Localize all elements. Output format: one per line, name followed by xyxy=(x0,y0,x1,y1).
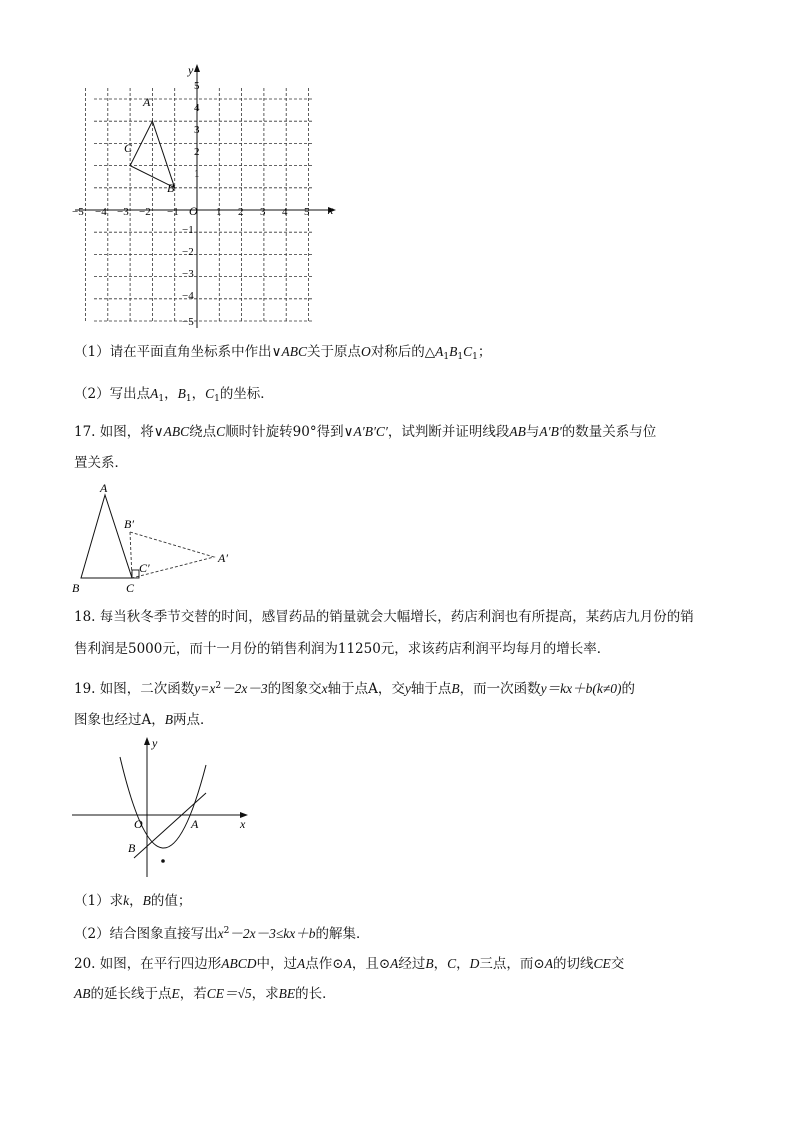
q18-line2: 售利润是5000元，而十一月份的销售利润为11250元，求该药店利润平均每月的增长率． xyxy=(74,641,611,657)
y-axis-label: y xyxy=(188,63,194,77)
x-tick: 3 xyxy=(260,206,266,218)
label-a: A xyxy=(100,481,108,495)
coordinate-grid-figure xyxy=(70,60,350,335)
triangle-abc-solid xyxy=(81,495,132,578)
q17-line2: 置关系． xyxy=(74,455,128,471)
x-tick: 5 xyxy=(304,206,310,218)
q18-line1: 18. 每当秋冬季节交替的时间，感冒药品的销量就会大幅增长，药店利润也有所提高，某药店九月份的销 xyxy=(74,609,694,625)
q20-line1: 20. 如图，在平行四边形ABCD中，过A点作⊙A，且⊙A经过B，C，D三点，而⊙A的切线CE交 xyxy=(74,956,625,972)
vertex-dot xyxy=(161,859,165,863)
y-tick: 3 xyxy=(194,124,200,136)
label-c: C xyxy=(126,581,135,595)
point-b-label: B xyxy=(167,181,175,195)
label-o: O xyxy=(134,817,143,831)
x-tick: −4 xyxy=(95,206,107,218)
y-tick: 2 xyxy=(194,146,200,158)
y-tick: −2 xyxy=(182,246,194,258)
y-tick: −4 xyxy=(182,290,194,302)
point-a-label: A xyxy=(143,95,151,109)
label-y: y xyxy=(152,736,158,750)
x-tick: −1 xyxy=(167,206,179,218)
label-a-prime: A′ xyxy=(218,551,228,565)
q16-part2: （2）写出点$A_1$，$B_1$，$C_1$的坐标． xyxy=(74,386,274,404)
q19-part1: （1）求k，B的值； xyxy=(74,893,192,909)
parabola-curve xyxy=(120,757,206,848)
label-x: x xyxy=(240,817,246,831)
label-b: B xyxy=(128,841,136,855)
rotation-figure xyxy=(68,480,248,600)
y-tick: −5 xyxy=(182,316,194,328)
label-b-prime: B′ xyxy=(124,517,134,531)
point-c-label: C xyxy=(124,141,133,155)
q20-line2: AB的延长线于点E，若CE＝√5，求BE的长． xyxy=(74,986,336,1002)
x-tick: −2 xyxy=(139,206,151,218)
y-tick: 5 xyxy=(194,80,200,92)
q17-line1: 17. 如图，将∨ABC绕点C顺时针旋转90°得到∨A′B′C′，试判断并证明线段AB与A′B′的数量关系与位 xyxy=(74,424,657,440)
label-a: A xyxy=(191,817,199,831)
y-axis-arrow xyxy=(144,737,150,745)
y-tick: −3 xyxy=(182,268,194,280)
x-axis-label: x xyxy=(328,203,334,217)
x-tick: −5 xyxy=(72,206,84,218)
x-tick: 4 xyxy=(282,206,288,218)
q19-part2: （2）结合图象直接写出$x^2-2x-3\le kx+b$的解集． xyxy=(74,926,370,942)
y-tick: 4 xyxy=(194,102,200,114)
x-tick: 2 xyxy=(238,206,244,218)
q19-line2: 图象也经过A，B两点． xyxy=(74,712,214,728)
q19-line1: 19. 如图，二次函数$y=x^2-2x-3$的图象交x轴于点A，交y轴于点B，而一次函数y＝kx＋b(k≠0)的 xyxy=(74,681,635,697)
x-tick: 1 xyxy=(216,206,222,218)
label-c-prime: C′ xyxy=(139,561,150,575)
origin-label: O xyxy=(189,204,198,218)
label-b: B xyxy=(72,581,80,595)
y-tick: 1 xyxy=(194,168,200,180)
parabola-figure xyxy=(68,735,258,880)
y-tick: −1 xyxy=(182,224,194,236)
y-axis-arrow xyxy=(194,64,200,72)
dashed-grid xyxy=(86,88,313,321)
q16-part1: （1）请在平面直角坐标系中作出∨ABC关于原点O对称后的$\triangle A_1B_1C_1$； xyxy=(74,344,492,362)
x-tick: −3 xyxy=(117,206,129,218)
